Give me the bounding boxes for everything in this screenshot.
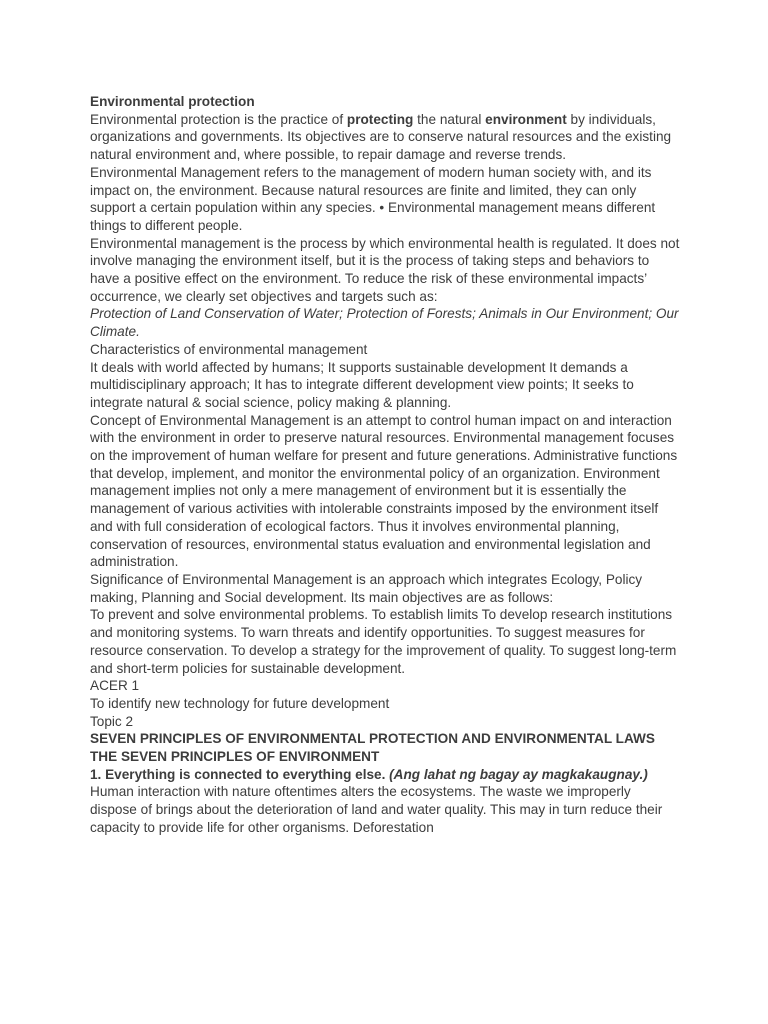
p1-bold-protecting: protecting bbox=[346, 111, 414, 127]
topic-label: Topic 2 bbox=[90, 713, 134, 729]
paragraph-significance: Significance of Environmental Management is an approach which integrates Ecology, Policy making, Planning and Social development. Its main objectives are as follows: bbox=[90, 571, 643, 605]
p1-text-a: Environmental protection is the practice of bbox=[90, 111, 347, 127]
paragraph-environmental-protection bbox=[90, 111, 680, 164]
paragraph-objectives: To prevent and solve environmental problems. To establish limits To develop research institutions and monitoring systems. To warn threats and identify opportunities. To suggest measures for resource conservation. To develop a strategy for the improvement of quality. To suggest long-term and short-term policies for sustainable development. bbox=[90, 607, 677, 676]
paragraph-objectives-list-italic: Protection of Land Conservation of Water; Protection of Forests; Animals in Our Environment; Our Climate. bbox=[90, 306, 679, 340]
paragraph-concept: Concept of Environmental Management is an attempt to control human impact on and interaction with the environment in order to preserve natural resources. Environmental management focuses on the improvement of human welfare for present and future generations. Administrative functions that develop, implement, and monitor the environmental policy of an organization. Environment management implies not only a mere management of environment but it is essentially the management of various activities with intolerable constraints imposed by the environment itself and with full consideration of ecological factors. Thus it involves environmental planning, conservation of resources, environmental status evaluation and environmental legislation and administration. bbox=[90, 412, 678, 570]
paragraph-principle-1 bbox=[90, 766, 680, 837]
p1-text-e: by individuals, organizations and governments. Its objectives are to conserve natural resources and the existing natural environment and, where possible, to repair damage and reverse trends. bbox=[90, 111, 672, 163]
p1-bold-environment: environment bbox=[485, 111, 567, 127]
characteristics-heading: Characteristics of environmental management bbox=[90, 341, 368, 357]
principle-1-translation: (Ang lahat ng bagay ay magkakaugnay.) bbox=[389, 766, 648, 782]
acer-label: ACER 1 bbox=[90, 678, 140, 694]
principle-1-text: Human interaction with nature oftentimes alters the ecosystems. The waste we improperly dispose of brings about the deterioration of land and water quality. This may in turn reduce their capacity to provide life for other organisms. Deforestation bbox=[90, 784, 663, 835]
seven-principles-heading: SEVEN PRINCIPLES OF ENVIRONMENTAL PROTECTION AND ENVIRONMENTAL LAWS bbox=[90, 731, 655, 747]
document-title: Environmental protection bbox=[90, 94, 255, 109]
paragraph-characteristics: It deals with world affected by humans; It supports sustainable development It demands a multidisciplinary approach; It has to integrate different development view points; It seeks to integrate natural & social science, policy making & planning. bbox=[90, 359, 634, 410]
p1-text-c: the natural bbox=[413, 111, 486, 127]
principle-1-title: 1. Everything is connected to everything else. bbox=[90, 766, 390, 782]
seven-principles-subheading: THE SEVEN PRINCIPLES OF ENVIRONMENT bbox=[90, 749, 380, 765]
paragraph-environmental-management: Environmental Management refers to the management of modern human society with, and its impact on, the environment. Because natural resources are finite and limited, they can only support a certain population within any species. • Environmental management means different things to different people. bbox=[90, 164, 656, 233]
paragraph-management-process: Environmental management is the process by which environmental health is regulated. It does not involve managing the environment itself, but it is the process of taking steps and behaviors to have a positive effect on the environment. To reduce the risk of these environmental impacts’ occurrence, we clearly set objectives and targets such as: bbox=[90, 235, 680, 304]
document-body bbox=[90, 93, 680, 837]
paragraph-identify: To identify new technology for future development bbox=[90, 695, 390, 711]
